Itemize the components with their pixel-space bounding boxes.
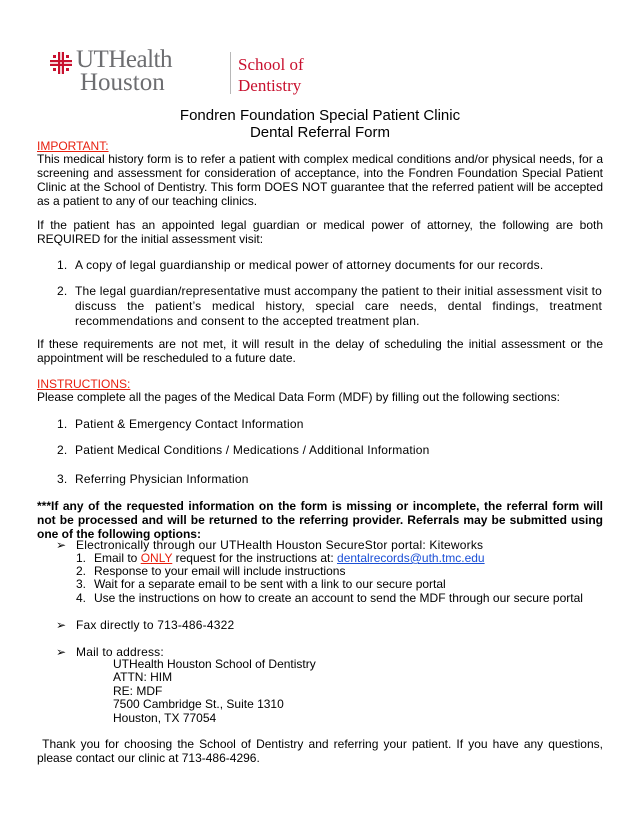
portal-step [76,578,446,591]
address-line: RE: MDF [113,683,163,698]
requirement-text: A copy of legal guardianship or medical power of attorney documents for our records. [75,258,544,272]
fax-option: Fax directly to 713-486-4322 [76,618,235,632]
logo-uthealth-text: UTHealth [76,46,172,73]
mail-option: Mail to address: [76,645,164,659]
address-line: Houston, TX 77054 [113,710,217,725]
portal-step-number: 2. [76,564,87,578]
portal-step-number: 3. [76,577,87,591]
requirement-text: The legal guardian/representative must accompany the patient to their initial assessment visit to discuss the patient’s medical history, special care needs, dental findings, treatment recommendations and consent to the accepted treatment plan. [75,284,602,328]
portal-step [76,592,583,605]
portal-step-number: 1. [76,551,87,565]
logo-divider [230,52,231,94]
address-line: ATTN: HIM [113,670,173,685]
logo-school-text [238,54,304,96]
instructions-heading: INSTRUCTIONS: [37,377,131,391]
section-number: 3. [57,472,68,486]
logo-school-line2: Dentistry [238,76,302,95]
delay-paragraph: If these requirements are not met, it will result in the delay of scheduling the initial assessment or the appointment will be rescheduled to a future date. [37,337,603,365]
portal-step-text: request for the instructions at: [172,551,338,565]
section-number: 2. [57,443,68,457]
portal-step-number: 4. [76,591,87,605]
address-line: 7500 Cambridge St., Suite 1310 [113,697,284,712]
portal-step-text: Use the instructions on how to create an account to send the MDF through our secure portal [94,591,583,605]
section-text: Patient Medical Conditions / Medications / Additional Information [75,443,430,457]
section-text: Referring Physician Information [75,472,249,486]
mailing-address [113,658,316,725]
instructions-intro: Please complete all the pages of the Medical Data Form (MDF) by filling out the following sections: [37,390,560,404]
logo-school-line1: School of [238,55,304,74]
email-link[interactable]: dentalrecords@uth.tmc.edu [337,551,485,565]
address-line: UTHealth Houston School of Dentistry [113,657,316,671]
important-paragraph: This medical history form is to refer a patient with complex medical conditions and/or physical needs, for a screening and assessment for consideration of acceptance, into the Fondren Foundation Special Patient Clinic at the School of Dentistry. This form DOES NOT guarantee that the referred patient will be accepted as a patient to any of our teaching clinics. [37,152,603,208]
portal-step-text: Response to your email will include instructions [94,564,346,578]
closing-paragraph: Thank you for choosing the School of Dentistry and referring your patient. If you have any questions, please contact our clinic at 713-486-4296. [37,737,607,765]
uthealth-logo [50,48,310,98]
form-title [0,107,640,141]
section-text: Patient & Emergency Contact Information [75,417,304,431]
arrow-bullet-icon: ➢ [56,645,67,659]
guardian-paragraph: If the patient has an appointed legal guardian or medical power of attorney, the following are both REQUIRED for the initial assessment visit: [37,218,603,246]
form-title-line2: Dental Referral Form [249,124,391,141]
form-title-line1: Fondren Foundation Special Patient Clinic [179,107,461,124]
missing-info-warning: ***If any of the requested information on the form is missing or incomplete, the referral form will not be processed and will be returned to the referring provider. Referrals may be submitted using one of the following options: [37,499,603,541]
portal-step-text: Email to [94,551,141,565]
important-heading: IMPORTANT: [37,139,109,153]
requirement-number: 2. [57,284,68,298]
arrow-bullet-icon: ➢ [56,618,67,632]
uthealth-cross-mark-icon [50,52,72,74]
portal-option: Electronically through our UTHealth Houston SecureStor portal: Kiteworks [76,538,484,552]
portal-step-text: Wait for a separate email to be sent with a link to our secure portal [94,577,446,591]
requirement-number: 1. [57,258,68,272]
arrow-bullet-icon: ➢ [56,538,67,552]
logo-houston-text: Houston [80,69,165,96]
section-number: 1. [57,417,68,431]
only-emphasis: ONLY [140,551,173,565]
